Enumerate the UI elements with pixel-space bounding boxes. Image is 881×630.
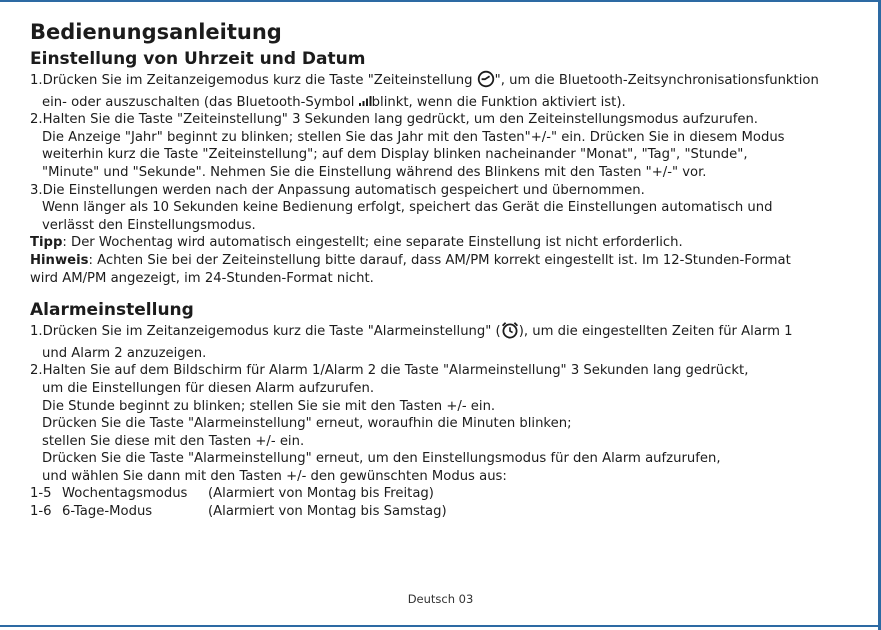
alarm-step-2-line-4: Drücken Sie die Taste "Alarmeinstellung" erneut, woraufhin die Minuten blinken; <box>42 416 572 432</box>
time-step-3-line-1: 3.Die Einstellungen werden nach der Anpassung automatisch gespeichert und übernommen. <box>30 182 645 198</box>
tip-label: Tipp <box>30 235 63 251</box>
mode-code: 1-5 <box>30 486 52 502</box>
note-text: : Achten Sie bei der Zeiteinstellung bitte darauf, dass AM/PM korrekt eingestellt ist. Im 12-Stunden-Format <box>88 252 791 268</box>
alarm-step-2-line-7: und wählen Sie dann mit den Tasten +/- den gewünschten Modus aus: <box>42 468 507 484</box>
mode-row-six-day <box>30 503 860 521</box>
time-step-1-text-b: ", um die Bluetooth-Zeitsynchronisationsfunktion <box>494 73 819 88</box>
alarm-step-2-line-6: Drücken Sie die Taste "Alarmeinstellung" erneut, um den Einstellungsmodus für den Alarm aufzurufen, <box>42 451 721 467</box>
alarm-step-2-line-5: stellen Sie diese mit den Tasten +/- ein. <box>42 433 305 449</box>
page-footer: Deutsch 03 <box>407 592 474 606</box>
tip-line <box>30 234 860 252</box>
alarm-step-1-line-2: und Alarm 2 anzuzeigen. <box>42 345 207 361</box>
time-step-3-line-3: verlässt den Einstellungsmodus. <box>42 217 256 233</box>
time-step-2-line-2: Die Anzeige "Jahr" beginnt zu blinken; stellen Sie das Jahr mit den Tasten"+/-" ein. Drücken Sie in diesem Modus <box>42 129 785 145</box>
time-step-1-text-d: blinkt, wenn die Funktion aktiviert ist). <box>371 94 626 110</box>
mode-code: 1-6 <box>30 504 52 520</box>
mode-name: Wochentagsmodus <box>62 486 188 502</box>
mode-desc: (Alarmiert von Montag bis Samstag) <box>208 504 447 520</box>
alarm-step-1-line-1 <box>30 321 860 345</box>
bottom-border <box>0 625 881 627</box>
time-step-1-line-1 <box>30 70 860 94</box>
alarm-clock-icon <box>501 321 519 345</box>
alarm-step-1-text-b: ), um die eingestellten Zeiten für Alarm 1 <box>518 324 793 340</box>
top-border <box>0 0 881 2</box>
time-step-2-line-4: "Minute" und "Sekunde". Nehmen Sie die Einstellung während des Blinkens mit den Tasten "+/-" vor. <box>42 164 707 180</box>
time-step-1-text-a: 1.Drücken Sie im Zeitanzeigemodus kurz die Taste "Zeiteinstellung <box>30 73 477 88</box>
time-step-3-line-2: Wenn länger als 10 Sekunden keine Bedienung erfolgt, speichert das Gerät die Einstellungen automatisch und <box>42 200 773 216</box>
tip-text: : Der Wochentag wird automatisch eingestellt; eine separate Einstellung ist nicht erforderlich. <box>62 235 683 251</box>
mode-row-weekday <box>30 485 860 503</box>
alarm-step-2-line-2: um die Einstellungen für diesen Alarm aufzurufen. <box>42 380 375 396</box>
time-step-2-line-3: weiterhin kurz die Taste "Zeiteinstellung"; auf dem Display blinken nacheinander "Monat", "Tag", "Stunde", <box>42 147 748 163</box>
clock-arrow-icon <box>477 70 495 94</box>
time-step-2-line-1: 2.Halten Sie die Taste "Zeiteinstellung" 3 Sekunden lang gedrückt, um den Zeiteinstellungsmodus aufzurufen. <box>30 112 759 128</box>
section-heading-time: Einstellung von Uhrzeit und Datum <box>30 49 366 69</box>
signal-bars-icon <box>359 94 372 112</box>
note-line-2: wird AM/PM angezeigt, im 24-Stunden-Format nicht. <box>30 270 374 286</box>
note-line-1 <box>30 252 860 270</box>
note-label: Hinweis <box>30 252 89 268</box>
time-step-1-text-c: ein- oder auszuschalten (das Bluetooth-Symbol <box>42 94 359 110</box>
manual-page <box>30 18 860 521</box>
alarm-step-1-text-a: 1.Drücken Sie im Zeitanzeigemodus kurz die Taste "Alarmeinstellung" ( <box>30 324 501 340</box>
alarm-step-2-line-1: 2.Halten Sie auf dem Bildschirm für Alarm 1/Alarm 2 die Taste "Alarmeinstellung" 3 Sekunden lang gedrückt, <box>30 363 749 379</box>
mode-name: 6-Tage-Modus <box>62 504 153 520</box>
section-heading-alarm: Alarmeinstellung <box>30 300 194 321</box>
alarm-step-2-line-3: Die Stunde beginnt zu blinken; stellen Sie sie mit den Tasten +/- ein. <box>42 398 496 414</box>
page-title: Bedienungsanleitung <box>30 20 282 44</box>
mode-desc: (Alarmiert von Montag bis Freitag) <box>208 486 434 502</box>
time-step-1-line-2 <box>30 94 860 112</box>
